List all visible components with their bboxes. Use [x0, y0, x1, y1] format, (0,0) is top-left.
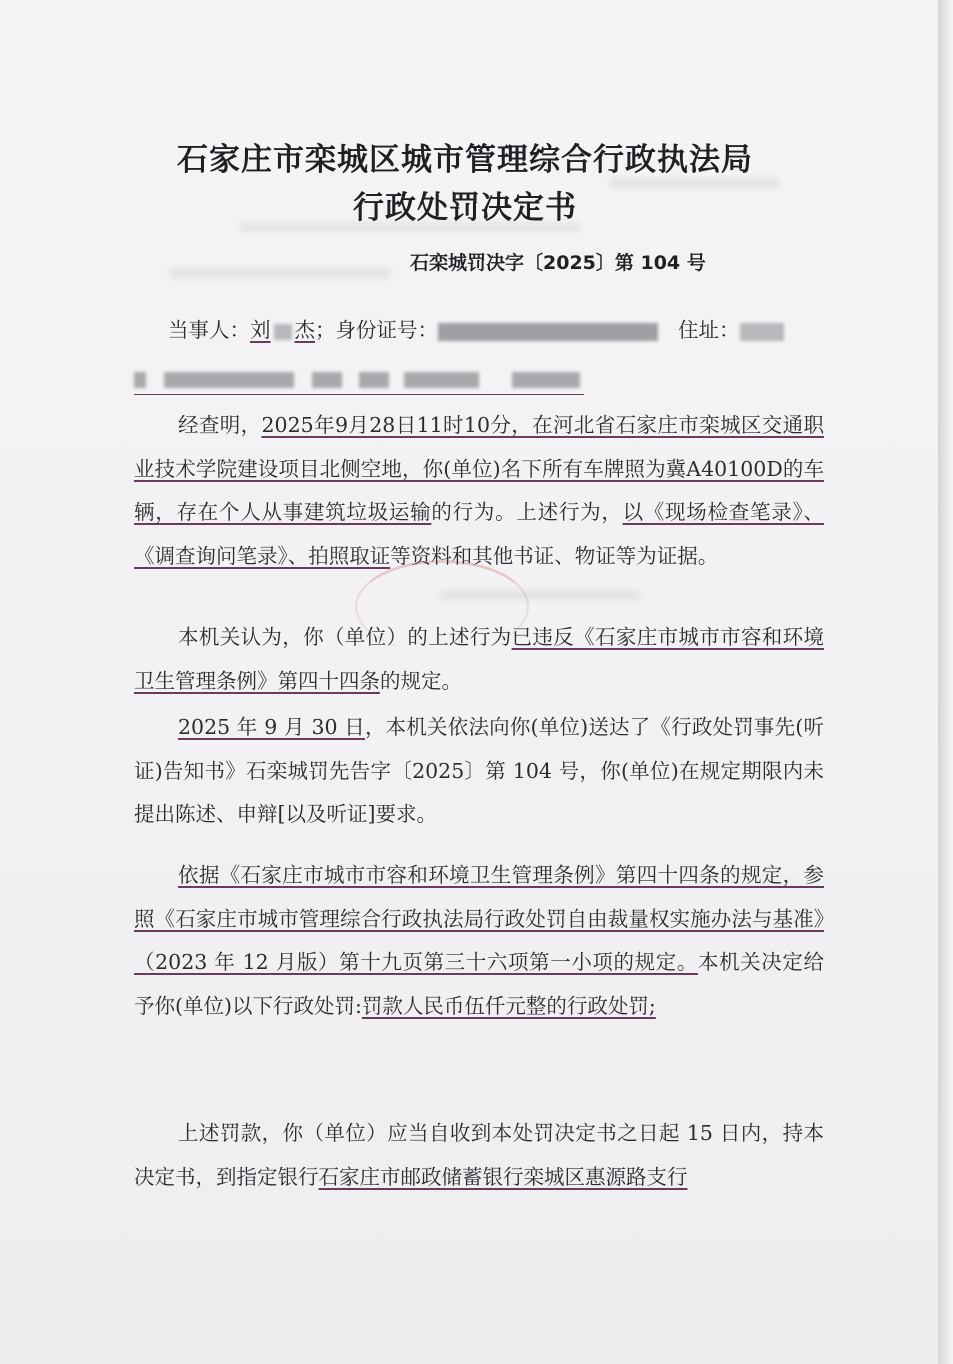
notice-paragraph: 2025 年 9 月 30 日，本机关依法向你(单位)送达了《行政处罚事先(听证)告知书》石栾城罚先告字〔2025〕第 104 号，你(单位)在规定期限内未提出陈述、申辩[以及听证]要求。	[134, 715, 824, 826]
redacted-address	[134, 372, 584, 388]
document-number: 石栾城罚决字〔2025〕第 104 号	[410, 252, 706, 274]
redacted-name	[274, 324, 292, 340]
legal-basis-paragraph: 依据《石家庄市城市市容和环境卫生管理条例》第四十四条的规定，参照《石家庄市城市管理综合行政执法局行政处罚自由裁量权实施办法与基准》（2023 年 12 月版）第十九页第三十六项第一小项的规定。本机关决定给予你(单位)以下行政处罚:罚款人民币伍仟元整的行政处罚;	[134, 863, 824, 1018]
agency-title: 石家庄市栾城区城市管理综合行政执法局	[177, 142, 753, 178]
findings-paragraph: 经查明，2025年9月28日11时10分，在河北省石家庄市栾城区交通职业技术学院建设项目北侧空地，你(单位)名下所有车牌照为冀A40100D的车辆，存在个人从事建筑垃圾运输的行为。上述行为，以《现场检查笔录》、《调查询问笔录》、拍照取证等资料和其他书证、物证等为证据。	[134, 413, 825, 568]
party-label: 当事人：	[168, 318, 250, 342]
party-name-last: 杰	[294, 318, 315, 342]
party-name-first: 刘	[250, 318, 271, 342]
id-label: ；身份证号：	[315, 318, 438, 342]
violation-paragraph: 本机关认为，你（单位）的上述行为已违反《石家庄市城市市容和环境卫生管理条例》第四十四条的规定。	[134, 625, 825, 693]
address-label: 住址：	[678, 318, 740, 342]
redacted-id-number	[438, 323, 658, 341]
page-edge	[938, 0, 953, 1364]
redacted-address-start	[740, 323, 784, 341]
party-info-line	[168, 312, 784, 348]
payment-paragraph: 上述罚款，你（单位）应当自收到本处罚决定书之日起 15 日内，持本决定书，到指定银行石家庄市邮政储蓄银行栾城区惠源路支行	[134, 1121, 824, 1189]
document-type-title: 行政处罚决定书	[353, 190, 577, 226]
bleed-through-mark	[170, 268, 390, 278]
